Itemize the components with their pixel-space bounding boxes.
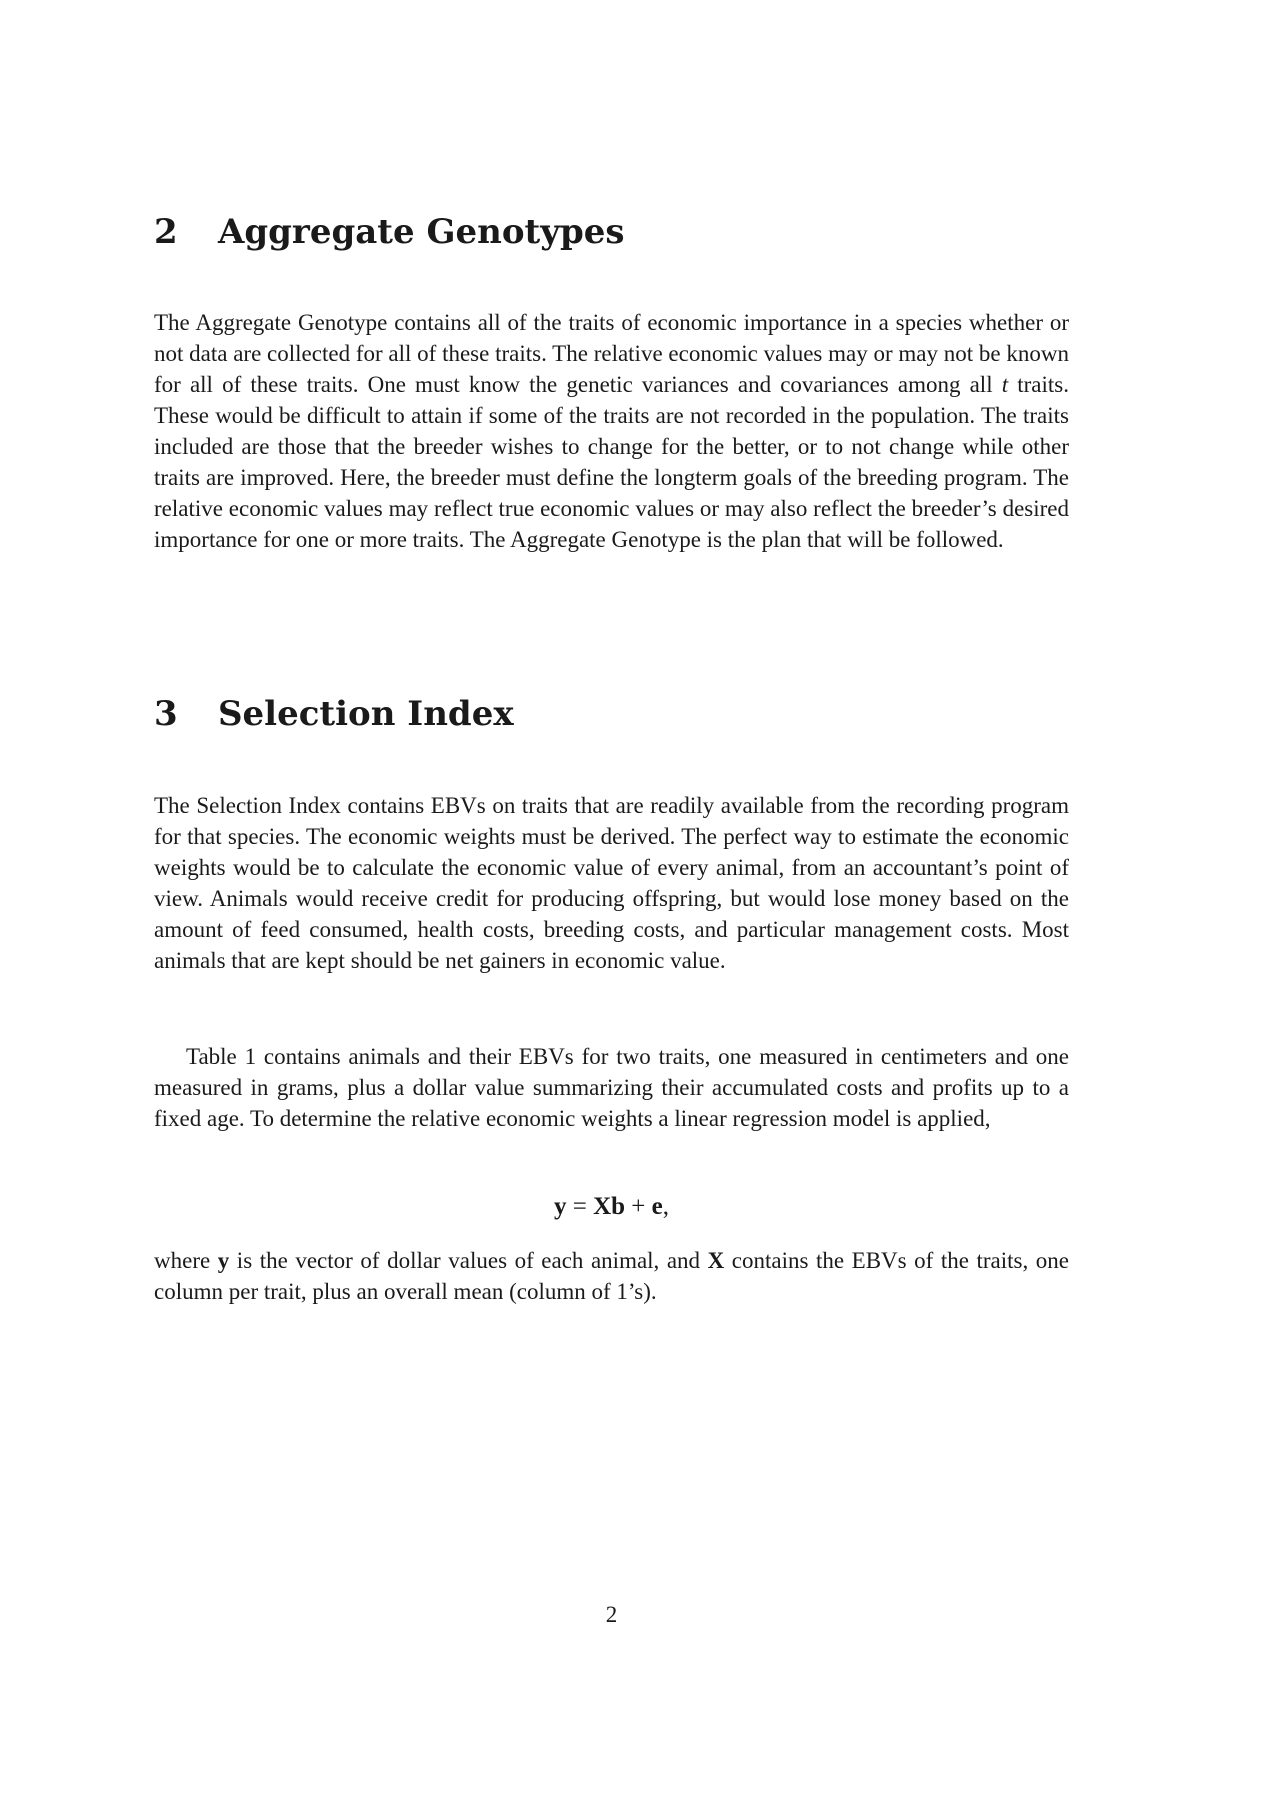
eq-b: b [611,1193,626,1220]
section-3-title: Selection Index [218,694,514,734]
section-2-number: 2 [154,212,178,252]
section-2-title: Aggregate Genotypes [218,212,625,252]
section-2-text-b: traits. These would be difficult to attain if some of the traits are not recorded in the population. The traits included are those that the breeder wishes to change for the better, or to not change while other traits are improved. Here, the breeder must define the longterm goals of the breeding program. The relative economic values may reflect true economic values or may also reflect the breeder’s desired importance for one or more traits. The Aggregate Genotype is the plan that will be followed. [154,372,1069,552]
p3-text-b: is the vector of dollar values of each animal, and [229,1248,708,1273]
eq-plus: + [625,1193,652,1220]
eq-equals: = [566,1193,594,1220]
section-3-paragraph-3 [154,1245,1069,1307]
page-number: 2 [605,1602,618,1627]
regression-equation [154,1191,1069,1222]
p3-y: y [217,1248,230,1273]
p3-text-c: contains the EBVs of the traits, one column per trait, plus an overall mean (column of 1’s). [154,1248,1070,1304]
section-3-paragraph-1: The Selection Index contains EBVs on traits that are readily available from the recording program for that species. The economic weights must be derived. The perfect way to estimate the economic weights would be to calculate the economic value of every animal, from an accountant’s point of view. Animals would receive credit for producing offspring, but would lose money based on the amount of feed consumed, health costs, breeding costs, and particular management costs. Most animals that are kept should be net gainers in economic value. [154,793,1069,973]
eq-e: e [651,1193,663,1220]
p3-X: X [707,1248,725,1273]
p3-text-a: where [154,1248,218,1273]
document-page [154,0,1069,1800]
section-2-paragraph [154,307,1069,555]
section-2-text-a: The Aggregate Genotype contains all of the traits of economic importance in a species whether or not data are collected for all of these traits. The relative economic values may or may not be known for all of these traits. One must know the genetic variances and covariances among all [154,310,1069,397]
section-3-number: 3 [154,694,178,734]
eq-X: X [593,1193,612,1220]
section-2-heading [154,212,625,252]
section-3-heading [154,694,514,734]
eq-comma: , [662,1193,670,1220]
eq-y: y [553,1193,567,1220]
variable-t: t [1001,372,1009,397]
section-3-paragraph-2: Table 1 contains animals and their EBVs for two traits, one measured in centimeters and one measured in grams, plus a dollar value summarizing their accumulated costs and profits up to a fixed age. To determine the relative economic weights a linear regression model is applied, [154,1044,1069,1131]
